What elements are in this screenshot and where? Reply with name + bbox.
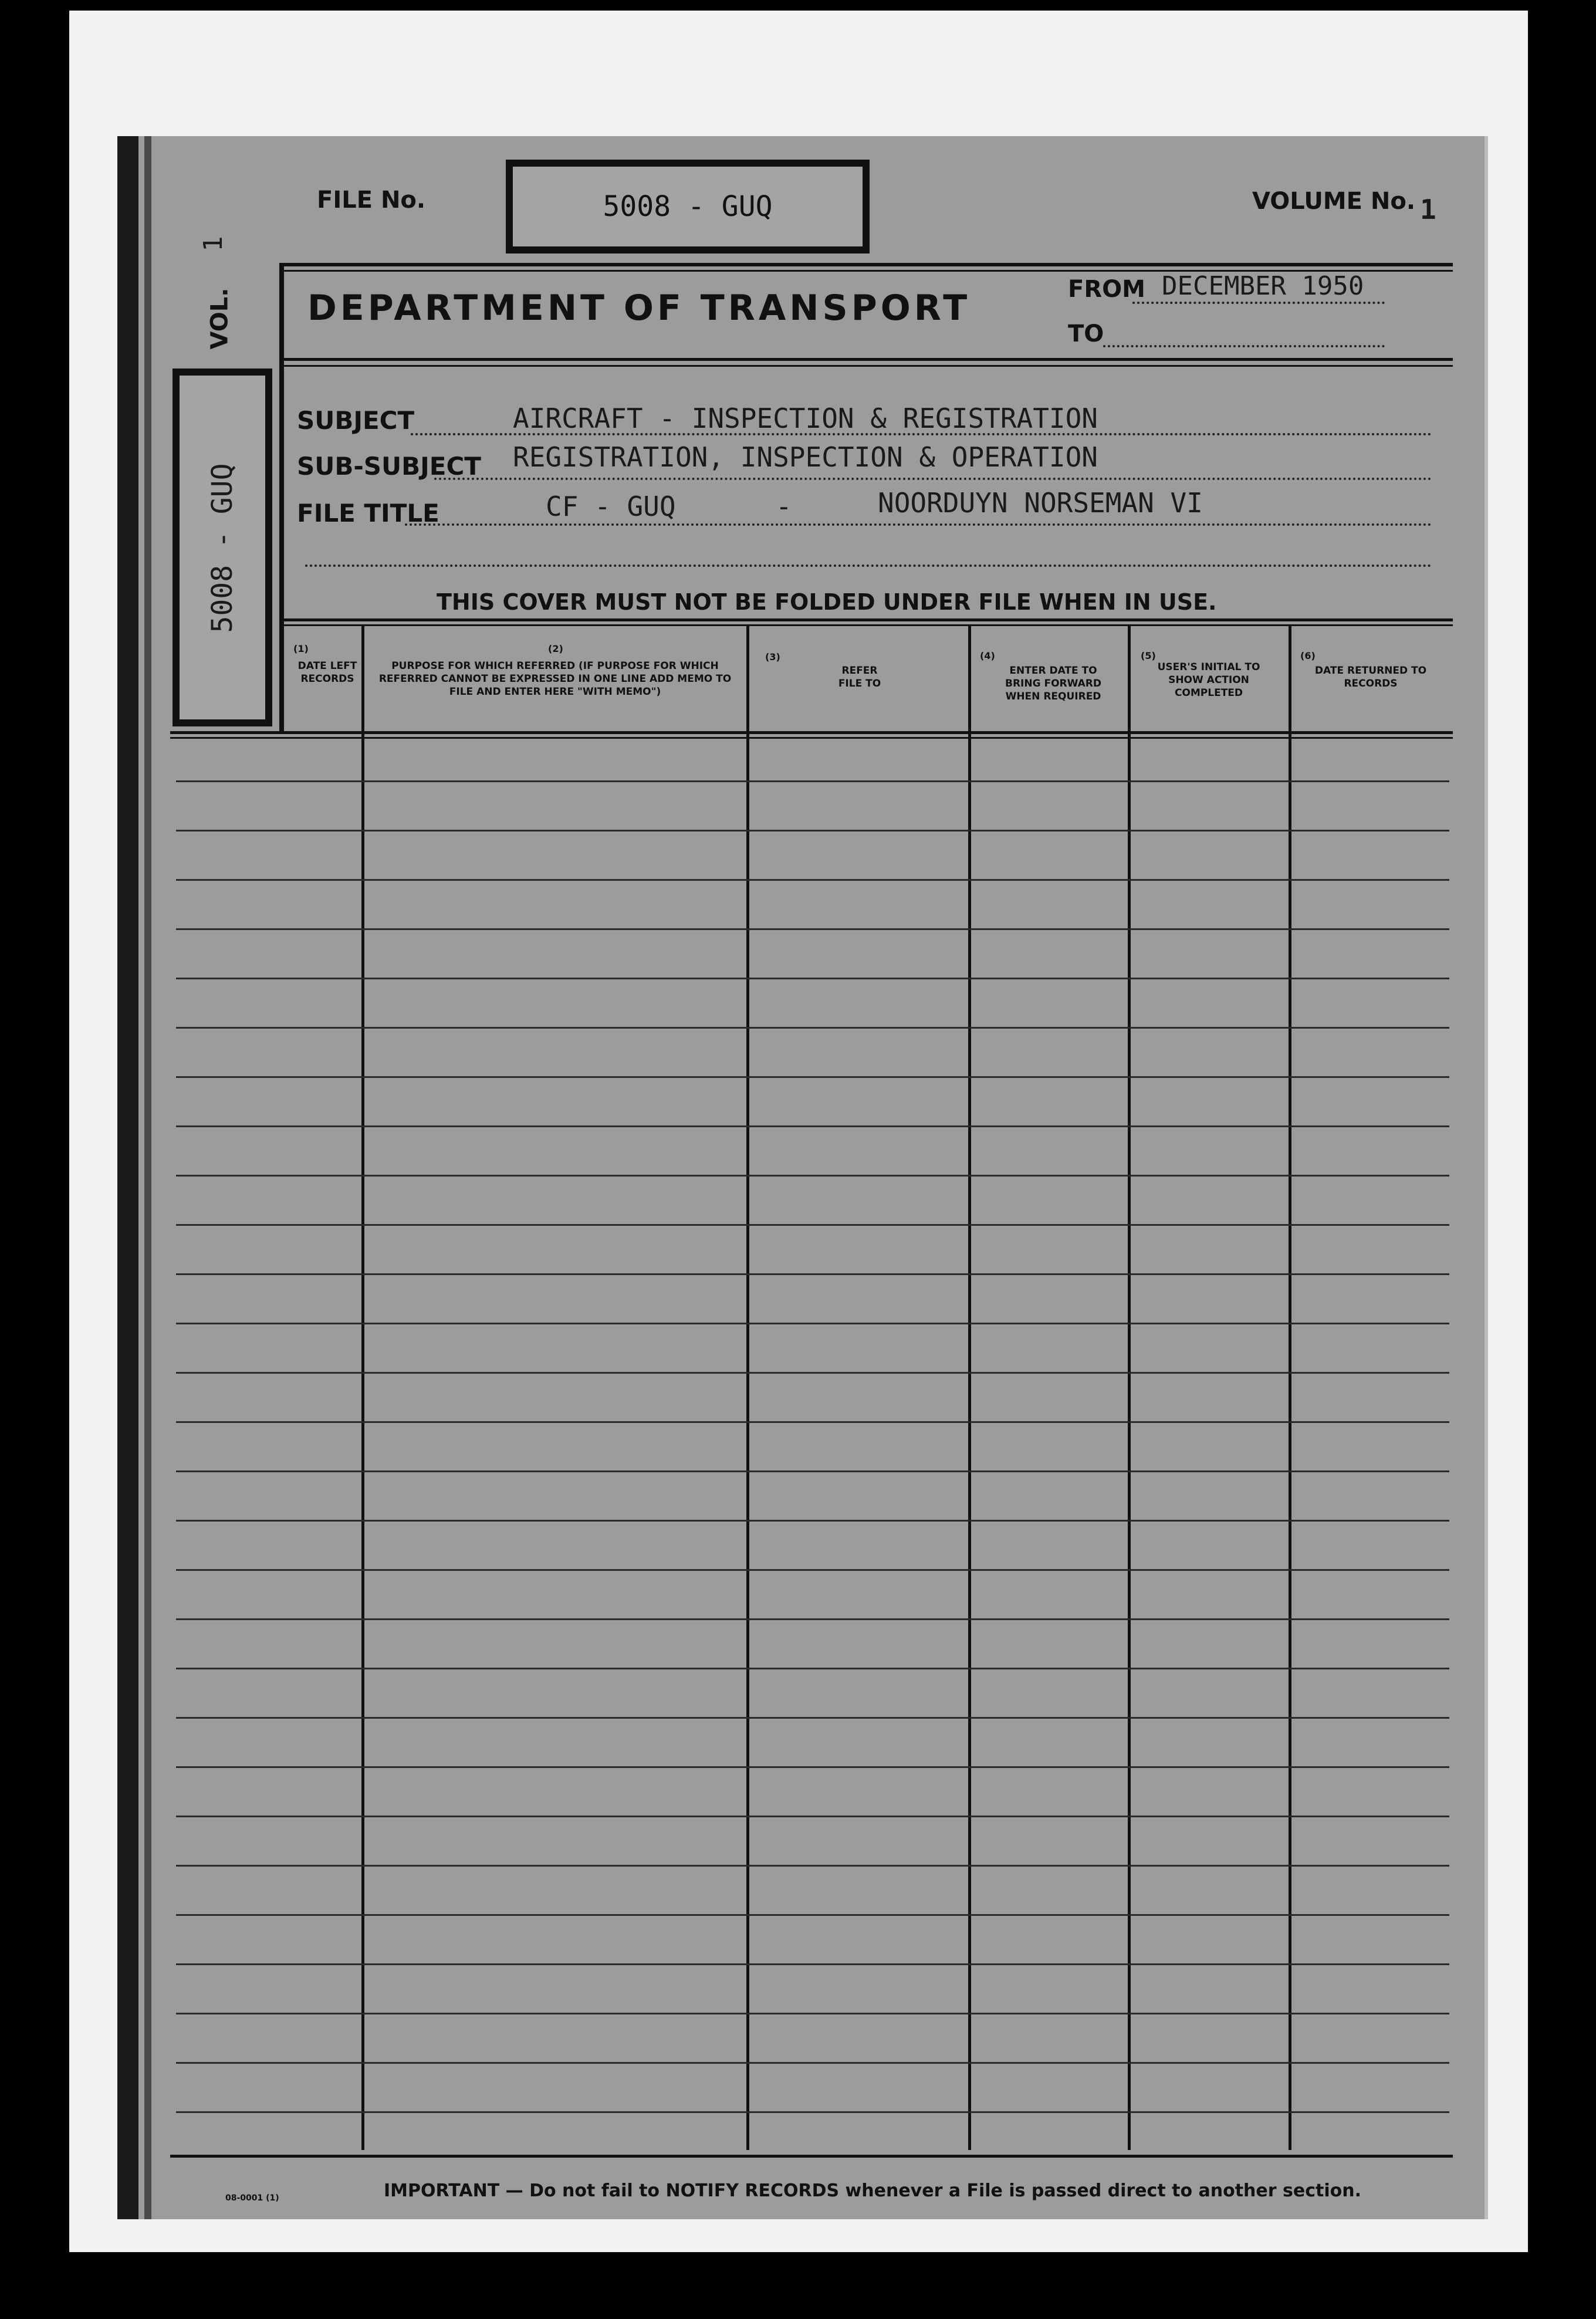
from-value: DECEMBER 1950: [1162, 271, 1364, 301]
subsubject-line: [434, 478, 1432, 480]
ruled-line: [176, 1125, 1449, 1127]
blank-title-line: [305, 564, 1432, 567]
cover-spine-edge: [117, 136, 138, 2219]
ruled-line: [176, 1963, 1449, 1965]
subject-label: SUBJECT: [297, 406, 415, 435]
subsubject-value: REGISTRATION, INSPECTION & OPERATION: [513, 441, 1098, 473]
subject-value: AIRCRAFT - INSPECTION & REGISTRATION: [513, 403, 1098, 434]
header-bottom-border: [279, 358, 1453, 361]
col-3-header: REFER FILE TO: [838, 665, 881, 689]
ruled-line: [176, 2111, 1449, 2113]
col-1-number: (1): [293, 643, 309, 654]
ruled-line: [176, 780, 1449, 782]
ruled-line: [176, 879, 1449, 881]
col-1-header: DATE LEFT RECORDS: [297, 660, 357, 685]
file-no-value: 5008 - GUQ: [603, 190, 773, 223]
spine-file-box: [173, 369, 272, 726]
ruled-line: [176, 1224, 1449, 1226]
filetitle-line: [405, 523, 1432, 526]
spine-file-no: 5008 - GUQ: [206, 463, 239, 633]
ruled-line: [176, 1865, 1449, 1867]
file-no-label: FILE No.: [317, 187, 426, 214]
from-label: FROM: [1068, 276, 1145, 303]
ruled-line: [176, 1323, 1449, 1324]
filetitle-dash: -: [776, 491, 792, 522]
ruled-line: [176, 1816, 1449, 1817]
important-notice: IMPORTANT — Do not fail to NOTIFY RECORDS whenever a File is passed direct to another section.: [384, 2181, 1361, 2201]
col-4-header: ENTER DATE TO BRING FORWARD WHEN REQUIRED: [1005, 665, 1101, 702]
file-no-box: [506, 160, 870, 253]
spine-vol-label: VOL.: [206, 288, 234, 350]
header-left-border: [279, 263, 284, 732]
filetitle-aircraft: NOORDUYN NORSEMAN VI: [878, 487, 1203, 519]
ruled-line: [176, 1175, 1449, 1177]
col-5-number: (5): [1141, 650, 1156, 661]
ruled-line: [176, 1027, 1449, 1029]
col-divider-3: [968, 624, 971, 2150]
col-2-header: PURPOSE FOR WHICH REFERRED (IF PURPOSE FOR WHICH REFERRED CANNOT BE EXPRESSED IN ONE LINE ADD MEMO TO FILE AND ENTER HERE "WITH MEMO"): [378, 660, 732, 698]
ruled-line: [176, 1717, 1449, 1719]
volume-value: 1: [1420, 194, 1436, 225]
col-6-number: (6): [1300, 650, 1316, 661]
fold-notice: THIS COVER MUST NOT BE FOLDED UNDER FILE WHEN IN USE.: [437, 589, 1217, 615]
table-bottom-border: [170, 2155, 1453, 2158]
col-5-header: USER'S INITIAL TO SHOW ACTION COMPLETED: [1157, 661, 1260, 699]
ruled-line: [176, 1914, 1449, 1916]
ruled-line: [176, 1076, 1449, 1078]
ruled-line: [176, 1520, 1449, 1522]
header-top-border: [279, 263, 1453, 266]
filetitle-label: FILE TITLE: [297, 499, 439, 528]
ruled-line: [176, 2013, 1449, 2014]
department-title: DEPARTMENT OF TRANSPORT: [307, 288, 971, 329]
ruled-line: [176, 1766, 1449, 1768]
form-code: 08-0001 (1): [225, 2193, 279, 2203]
ruled-line: [176, 1668, 1449, 1669]
ruled-line: [176, 1569, 1449, 1571]
ruled-line: [176, 1273, 1449, 1275]
table-top-border: [279, 618, 1453, 621]
ruled-line: [176, 1372, 1449, 1374]
table-top-border-thin: [279, 624, 1453, 626]
spine-vol-value: 1: [198, 236, 228, 252]
from-line: [1132, 302, 1385, 304]
ruled-line: [176, 1618, 1449, 1620]
ruled-line: [176, 2062, 1449, 2064]
header-bottom-border-thin: [279, 365, 1453, 367]
ruled-line: [176, 1470, 1449, 1472]
filetitle-registration: CF - GUQ: [546, 491, 676, 522]
subsubject-label: SUB-SUBJECT: [297, 452, 481, 481]
ruled-line: [176, 1421, 1449, 1423]
col-divider-4: [1128, 624, 1131, 2150]
cover-spine-inner: [144, 136, 151, 2219]
col-6-header: DATE RETURNED TO RECORDS: [1314, 665, 1427, 689]
ruled-line: [176, 830, 1449, 831]
col-divider-5: [1289, 624, 1291, 2150]
to-label: TO: [1068, 320, 1104, 347]
volume-label: VOLUME No.: [1252, 188, 1416, 215]
to-line: [1103, 345, 1385, 347]
col-4-number: (4): [980, 650, 995, 661]
col-divider-2: [746, 624, 749, 2150]
col-3-number: (3): [765, 651, 780, 662]
col-divider-1: [361, 624, 364, 2150]
ruled-line: [176, 928, 1449, 930]
ruled-line: [176, 978, 1449, 979]
col-2-number: (2): [548, 643, 563, 654]
